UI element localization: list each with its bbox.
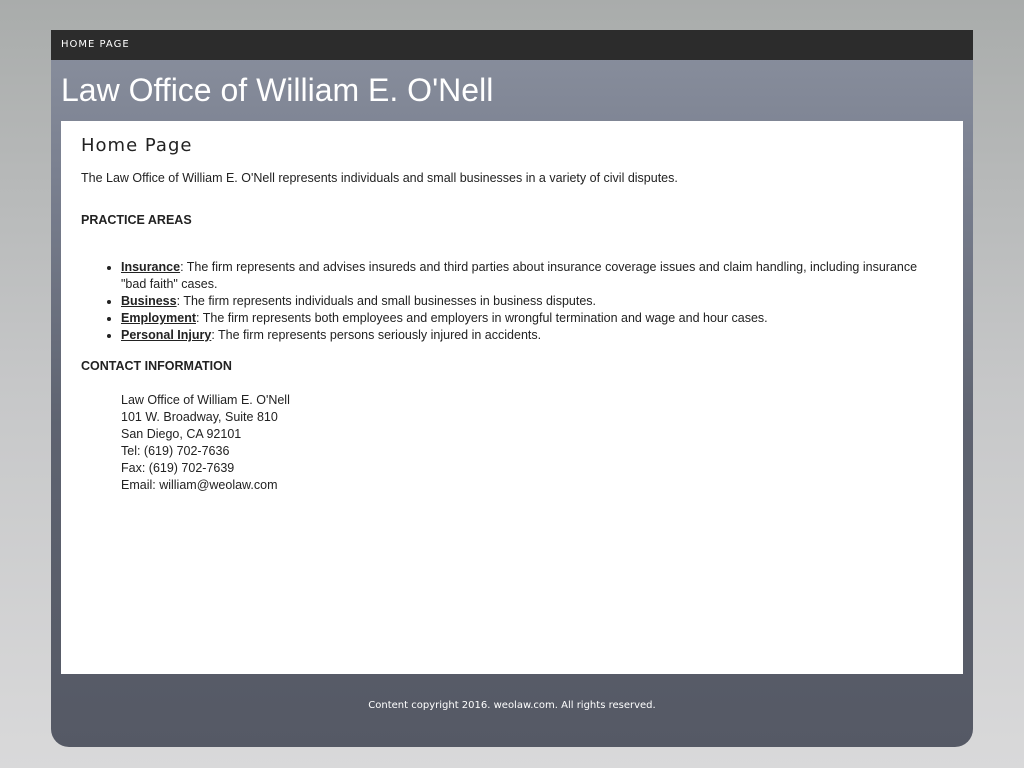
footer-copyright: Content copyright 2016. weolaw.com. All rights reserved. xyxy=(368,700,656,711)
practice-area-description: : The firm represents and advises insureds and third parties about insurance coverage issues and claim handling, including insurance "bad faith" cases. xyxy=(121,260,918,291)
practice-area-description: : The firm represents persons seriously injured in accidents. xyxy=(211,328,542,342)
list-item xyxy=(121,259,943,293)
contact-telephone: Tel: (619) 702-7636 xyxy=(121,444,230,458)
contact-city-state-zip: San Diego, CA 92101 xyxy=(121,427,242,441)
page-title: Home Page xyxy=(81,135,193,156)
page-wrapper xyxy=(51,30,973,747)
practice-areas-list xyxy=(81,259,943,344)
contact-firm-name: Law Office of William E. O'Nell xyxy=(121,393,290,407)
nav-link-home-page[interactable]: HOME PAGE xyxy=(61,39,130,50)
contact-street-address: 101 W. Broadway, Suite 810 xyxy=(121,410,278,424)
top-navigation xyxy=(51,30,973,60)
contact-email: Email: william@weolaw.com xyxy=(121,478,278,492)
main-content xyxy=(61,121,963,674)
practice-area-insurance: Insurance xyxy=(121,260,181,274)
contact-fax: Fax: (619) 702-7639 xyxy=(121,461,235,475)
practice-area-description: : The firm represents individuals and small businesses in business disputes. xyxy=(176,294,597,308)
practice-areas-heading: PRACTICE AREAS xyxy=(81,213,192,227)
intro-paragraph: The Law Office of William E. O'Nell represents individuals and small businesses in a variety of civil disputes. xyxy=(81,171,678,185)
practice-area-personal-injury: Personal Injury xyxy=(121,328,212,342)
list-item xyxy=(121,310,943,327)
contact-information-heading: CONTACT INFORMATION xyxy=(81,359,232,373)
practice-area-description: : The firm represents both employees and employers in wrongful termination and wage and hour cases. xyxy=(196,311,768,325)
site-title: Law Office of William E. O'Nell xyxy=(61,72,494,108)
contact-block xyxy=(121,392,943,494)
list-item xyxy=(121,293,943,310)
practice-area-employment: Employment xyxy=(121,311,197,325)
practice-area-business: Business xyxy=(121,294,177,308)
list-item xyxy=(121,327,943,344)
